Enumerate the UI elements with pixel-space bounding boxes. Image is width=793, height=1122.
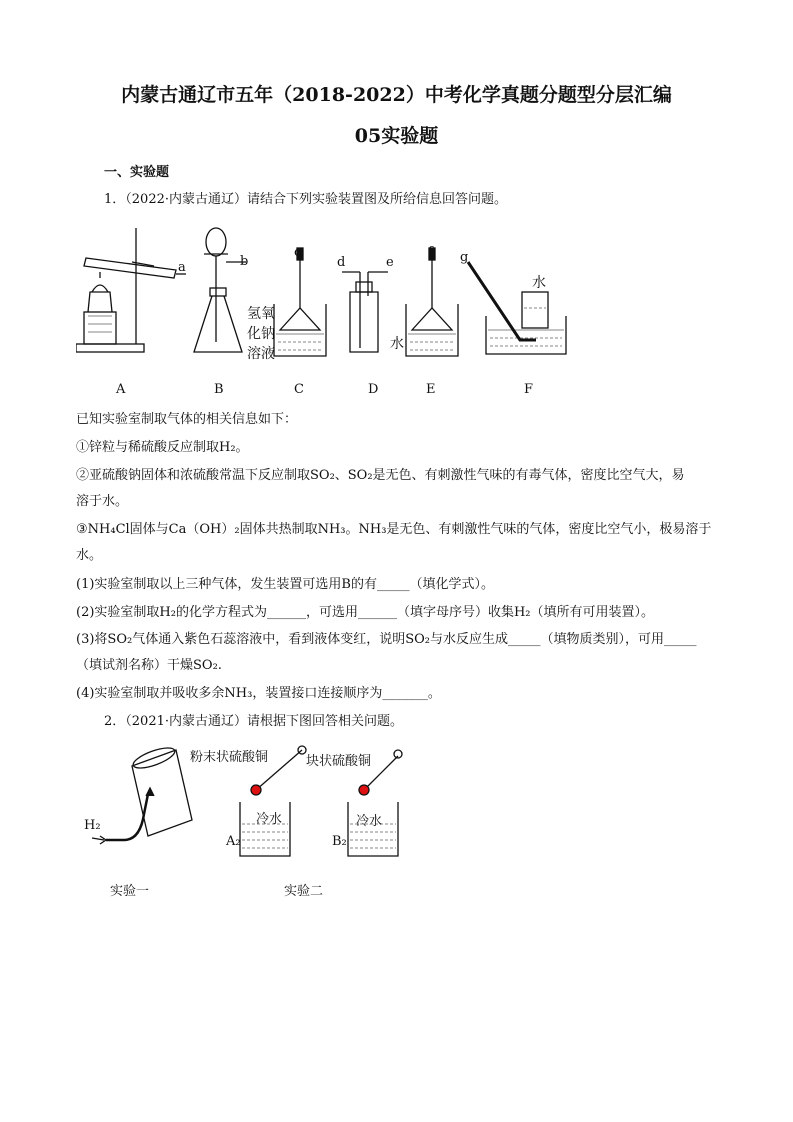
naoh-label-2: 化钠: [247, 326, 275, 342]
experiment-one-label: 实验一: [110, 884, 150, 899]
naoh-label-3: 溶液: [247, 346, 275, 362]
apparatus-c: [274, 248, 326, 356]
page-subtitle: 05实验题: [354, 125, 439, 147]
info-2b: 溶于水。: [76, 494, 129, 509]
cold-water-label-b2: 冷水: [356, 814, 383, 829]
label-e: E: [426, 382, 436, 397]
q1-apparatus-figure: [76, 212, 576, 382]
label-b: B: [214, 382, 224, 397]
label-a2: A₂: [226, 834, 241, 849]
experiment-one-tube: [92, 744, 192, 844]
port-f: f: [428, 245, 433, 260]
cold-water-label-a2: 冷水: [256, 812, 283, 827]
sub-question-2: (2)实验室制取H₂的化学方程式为______，可选用______（填字母序号）收集H₂（填所有可用装置）。: [76, 605, 655, 620]
h2-label: H₂: [84, 818, 101, 833]
apparatus-e: [406, 248, 458, 356]
naoh-label-1: 氢氧: [247, 306, 275, 322]
sub-question-4: (4)实验室制取并吸收多余NH₃，装置接口连接顺序为_______。: [76, 686, 441, 701]
sub-question-1: (1)实验室制取以上三种气体，发生装置可选用B的有_____（填化学式）。: [76, 577, 494, 592]
apparatus-b: [194, 228, 249, 352]
info-3a: ③NH₄Cl固体与Ca（OH）₂固体共热制取NH₃。NH₃是无色、有刺激性气味的气体，密度比空气小，极易溶于: [76, 522, 712, 537]
section-heading: 一、实验题: [104, 165, 170, 180]
sub-question-3b: （填试剂名称）干燥SO₂.: [76, 658, 222, 673]
apparatus-f: [468, 262, 566, 354]
apparatus-a: [76, 228, 186, 352]
port-e: e: [386, 255, 394, 270]
q1-stem: 1．（2022·内蒙古通辽）请结合下列实验装置图及所给信息回答问题。: [104, 192, 507, 207]
label-a: A: [116, 382, 126, 397]
port-a: a: [178, 260, 186, 275]
water-label-e: 水: [390, 336, 404, 352]
q2-stem: 2．（2021·内蒙古通辽）请根据下图回答相关问题。: [104, 714, 403, 729]
page-title: 内蒙古通辽市五年（2018-2022）中考化学真题分题型分层汇编: [121, 84, 672, 106]
info-2a: ②亚硫酸钠固体和浓硫酸常温下反应制取SO₂、SO₂是无色、有刺激性气味的有毒气体，密度比空气大，易: [76, 468, 685, 483]
apparatus-d: [342, 272, 388, 352]
label-d: D: [368, 382, 379, 397]
info-intro: 已知实验室制取气体的相关信息如下：: [76, 412, 298, 427]
port-g: g: [460, 250, 469, 265]
label-b2: B₂: [332, 834, 347, 849]
water-label-f: 水: [532, 275, 546, 291]
port-c: c: [294, 245, 302, 260]
port-d: d: [337, 255, 346, 270]
port-b: b: [240, 254, 249, 269]
label-f: F: [524, 382, 534, 397]
powder-copper-sulfate-label: 粉末状硫酸铜: [190, 750, 269, 765]
experiment-two-label: 实验二: [284, 884, 324, 899]
sub-question-3a: (3)将SO₂气体通入紫色石蕊溶液中，看到液体变红，说明SO₂与水反应生成_____（填物质类别），可用_____: [76, 632, 697, 647]
info-3b: 水。: [76, 548, 103, 563]
label-c: C: [294, 382, 304, 397]
info-1: ①锌粒与稀硫酸反应制取H₂。: [76, 440, 249, 455]
lump-copper-sulfate-label: 块状硫酸铜: [306, 754, 372, 769]
